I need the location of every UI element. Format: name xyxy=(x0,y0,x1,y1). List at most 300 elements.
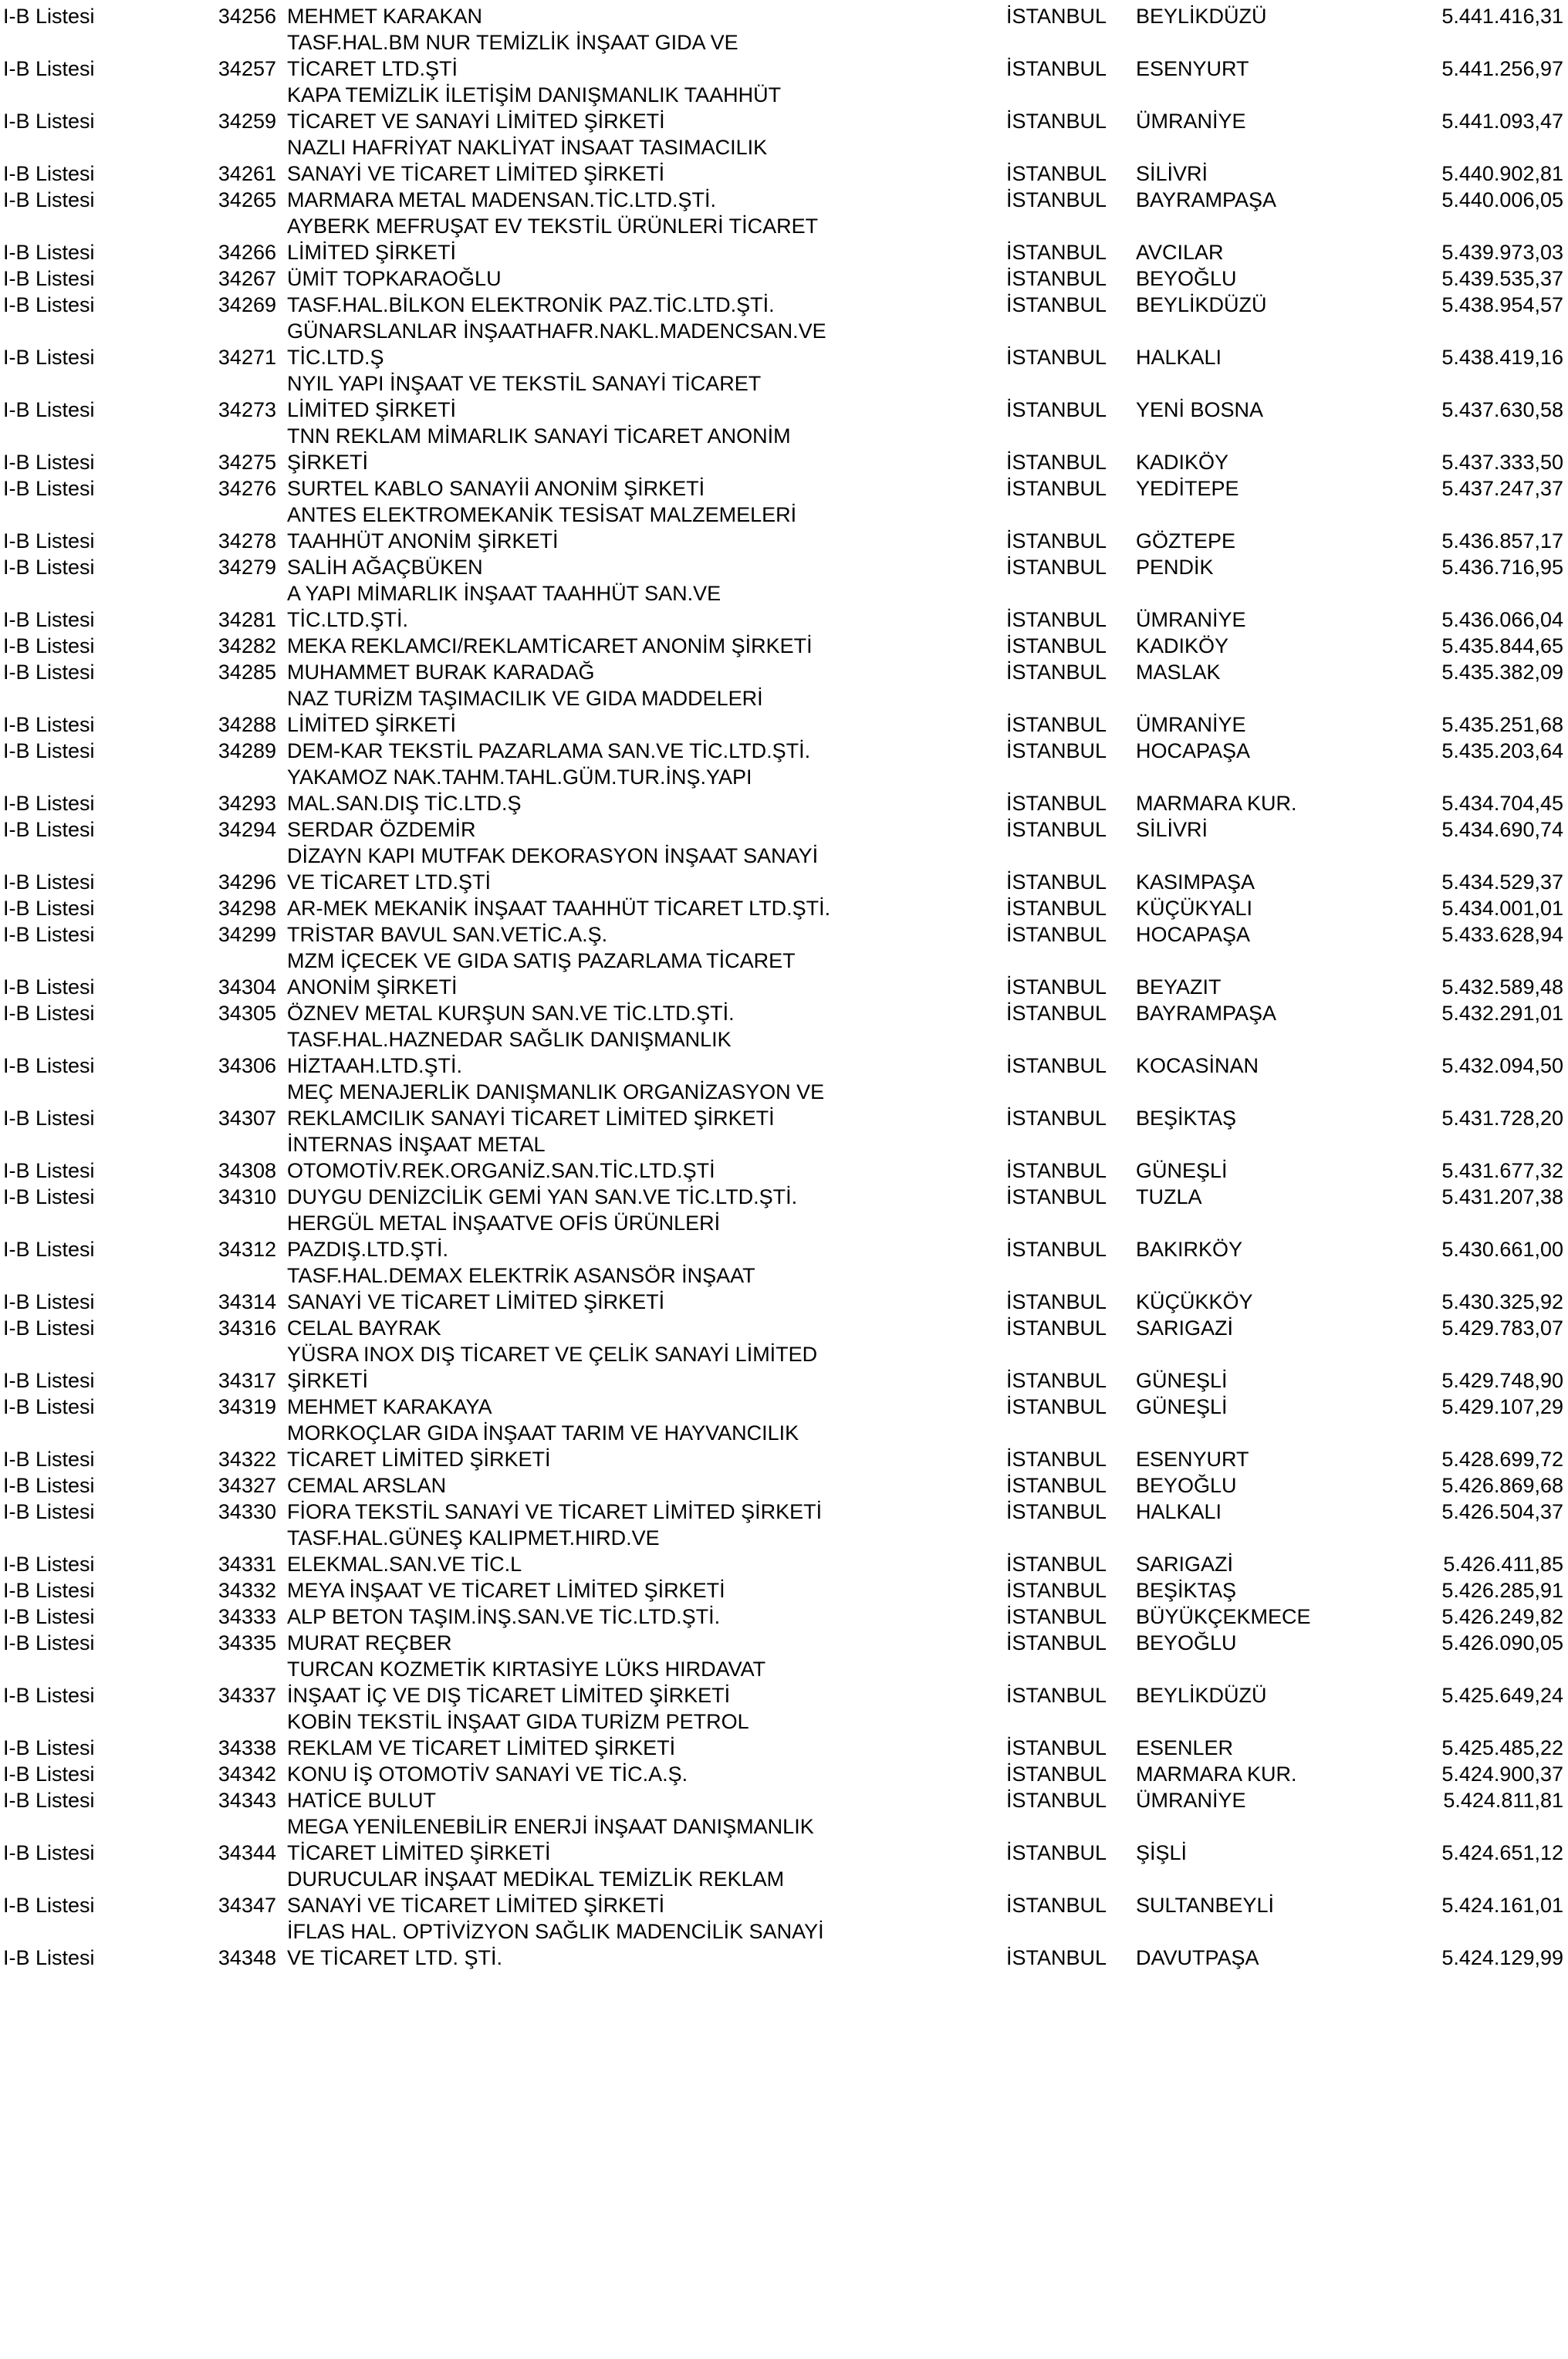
city-cell: İSTANBUL xyxy=(1006,556,1107,579)
city-cell: İSTANBUL xyxy=(1006,1002,1107,1025)
amount-cell: 5.424.651,12 xyxy=(1441,1841,1563,1864)
list-type-cell: I-B Listesi xyxy=(3,529,95,553)
sequence-no-cell: 34308 xyxy=(218,1159,276,1182)
table-row xyxy=(0,1026,1568,1079)
tax-office-cell: BEYLİKDÜZÜ xyxy=(1136,1684,1267,1707)
taxpayer-name-cell xyxy=(276,1787,1006,1813)
taxpayer-name-line: DUYGU DENİZCİLİK GEMİ YAN SAN.VE TİC.LTD.ŞTİ. xyxy=(287,1185,798,1208)
amount-cell: 5.432.589,48 xyxy=(1441,975,1563,999)
tax-office-cell: BAYRAMPAŞA xyxy=(1136,188,1277,211)
tax-office-cell: SİLİVRİ xyxy=(1136,162,1208,185)
city-cell: İSTANBUL xyxy=(1006,1185,1107,1208)
list-type-cell: I-B Listesi xyxy=(3,739,95,762)
sequence-no-cell: 34312 xyxy=(218,1238,276,1261)
tax-office-cell: MARMARA KUR. xyxy=(1136,792,1297,815)
tax-office-cell: HOCAPAŞA xyxy=(1136,923,1251,946)
taxpayer-name-cell xyxy=(276,633,1006,659)
taxpayer-name-line: MZM İÇECEK VE GIDA SATIŞ PAZARLAMA TİCARET xyxy=(287,949,796,972)
sequence-no-cell: 34333 xyxy=(218,1605,276,1628)
taxpayer-name-line: NAZ TURİZM TAŞIMACILIK VE GIDA MADDELERİ xyxy=(287,687,763,710)
city-cell: İSTANBUL xyxy=(1006,293,1107,316)
list-type-cell: I-B Listesi xyxy=(3,1238,95,1261)
taxpayer-name-line: SERDAR ÖZDEMİR xyxy=(287,818,476,841)
city-cell: İSTANBUL xyxy=(1006,1579,1107,1602)
taxpayer-name-cell xyxy=(276,1026,1006,1079)
taxpayer-name-line: KOBİN TEKSTİL İNŞAAT GIDA TURİZM PETROL xyxy=(287,1710,749,1733)
taxpayer-name-cell xyxy=(276,1262,1006,1315)
list-type-cell: I-B Listesi xyxy=(3,1736,95,1759)
taxpayer-name-line: TASF.HAL.HAZNEDAR SAĞLIK DANIŞMANLIK xyxy=(287,1028,732,1051)
list-type-cell: I-B Listesi xyxy=(3,1185,95,1208)
taxpayer-name-cell xyxy=(276,1341,1006,1394)
table-row xyxy=(0,1630,1568,1656)
taxpayer-name-line: TİCARET VE SANAYİ LİMİTED ŞİRKETİ xyxy=(287,110,665,133)
taxpayer-name-line: TASF.HAL.BM NUR TEMİZLİK İNŞAAT GIDA VE xyxy=(287,31,738,54)
tax-office-cell: BEYLİKDÜZÜ xyxy=(1136,293,1267,316)
tax-office-cell: SARIGAZİ xyxy=(1136,1553,1234,1576)
city-cell: İSTANBUL xyxy=(1006,1159,1107,1182)
taxpayer-name-cell xyxy=(276,1630,1006,1656)
taxpayer-name-line: LİMİTED ŞİRKETİ xyxy=(287,713,457,736)
tax-office-cell: PENDİK xyxy=(1136,556,1214,579)
table-row xyxy=(0,370,1568,423)
tax-office-cell: BEŞİKTAŞ xyxy=(1136,1107,1237,1130)
amount-cell: 5.426.249,82 xyxy=(1441,1605,1563,1628)
list-type-cell: I-B Listesi xyxy=(3,1789,95,1812)
tax-office-cell: YENİ BOSNA xyxy=(1136,398,1264,421)
tax-office-cell: YEDİTEPE xyxy=(1136,477,1239,500)
list-type-cell: I-B Listesi xyxy=(3,975,95,999)
taxpayer-name-cell xyxy=(276,816,1006,843)
tax-office-cell: BEŞİKTAŞ xyxy=(1136,1579,1237,1602)
taxpayer-name-line: MORKOÇLAR GIDA İNŞAAT TARIM VE HAYVANCILIK xyxy=(287,1421,799,1445)
table-row xyxy=(0,921,1568,948)
amount-cell: 5.435.844,65 xyxy=(1441,634,1563,657)
tax-office-cell: ŞİŞLİ xyxy=(1136,1841,1188,1864)
city-cell: İSTANBUL xyxy=(1006,1107,1107,1130)
taxpayer-name-line: TİCARET LTD.ŞTİ xyxy=(287,57,458,80)
list-type-cell: I-B Listesi xyxy=(3,241,95,264)
list-type-cell: I-B Listesi xyxy=(3,162,95,185)
amount-cell: 5.430.661,00 xyxy=(1441,1238,1563,1261)
taxpayer-name-line: REKLAMCILIK SANAYİ TİCARET LİMİTED ŞİRKETİ xyxy=(287,1107,775,1130)
sequence-no-cell: 34293 xyxy=(218,792,276,815)
table-row xyxy=(0,816,1568,843)
tax-office-cell: ESENYURT xyxy=(1136,57,1249,80)
city-cell: İSTANBUL xyxy=(1006,267,1107,290)
taxpayer-name-line: TASF.HAL.BİLKON ELEKTRONİK PAZ.TİC.LTD.ŞTİ. xyxy=(287,293,775,316)
taxpayer-name-line: TURCAN KOZMETİK KIRTASİYE LÜKS HIRDAVAT xyxy=(287,1658,766,1681)
table-row xyxy=(0,1499,1568,1525)
taxpayer-name-line: YÜSRA INOX DIŞ TİCARET VE ÇELİK SANAYİ LİMİTED xyxy=(287,1343,818,1366)
tax-office-cell: BÜYÜKÇEKMECE xyxy=(1136,1605,1311,1628)
tax-office-cell: ESENLER xyxy=(1136,1736,1234,1759)
taxpayer-name-line: ALP BETON TAŞIM.İNŞ.SAN.VE TİC.LTD.ŞTİ. xyxy=(287,1605,721,1628)
taxpayer-name-cell xyxy=(276,921,1006,948)
sequence-no-cell: 34266 xyxy=(218,241,276,264)
tax-office-cell: KOCASİNAN xyxy=(1136,1054,1259,1077)
sequence-no-cell: 34316 xyxy=(218,1316,276,1340)
taxpayer-name-line: VE TİCARET LTD. ŞTİ. xyxy=(287,1946,503,1969)
sequence-no-cell: 34338 xyxy=(218,1736,276,1759)
city-cell: İSTANBUL xyxy=(1006,1316,1107,1340)
sequence-no-cell: 34275 xyxy=(218,451,276,474)
tax-office-cell: HALKALI xyxy=(1136,1500,1222,1523)
city-cell: İSTANBUL xyxy=(1006,870,1107,894)
tax-office-cell: BAYRAMPAŞA xyxy=(1136,1002,1277,1025)
list-type-cell: I-B Listesi xyxy=(3,1369,95,1392)
city-cell: İSTANBUL xyxy=(1006,5,1107,28)
sequence-no-cell: 34305 xyxy=(218,1002,276,1025)
sequence-no-cell: 34276 xyxy=(218,477,276,500)
tax-office-cell: SARIGAZİ xyxy=(1136,1316,1234,1340)
table-row xyxy=(0,502,1568,554)
amount-cell: 5.437.333,50 xyxy=(1441,451,1563,474)
taxpayer-name-line: SANAYİ VE TİCARET LİMİTED ŞİRKETİ xyxy=(287,1290,665,1313)
table-row xyxy=(0,1131,1568,1184)
taxpayer-name-cell xyxy=(276,265,1006,292)
city-cell: İSTANBUL xyxy=(1006,1894,1107,1917)
table-row xyxy=(0,1761,1568,1787)
taxpayer-name-line: PAZDIŞ.LTD.ŞTİ. xyxy=(287,1238,449,1261)
taxpayer-name-line: MEKA REKLAMCI/REKLAMTİCARET ANONİM ŞİRKETİ xyxy=(287,634,813,657)
amount-cell: 5.431.677,32 xyxy=(1441,1159,1563,1182)
table-row xyxy=(0,1577,1568,1604)
amount-cell: 5.439.535,37 xyxy=(1441,267,1563,290)
table-row xyxy=(0,948,1568,1000)
taxpayer-name-cell xyxy=(276,475,1006,502)
amount-cell: 5.430.325,92 xyxy=(1441,1290,1563,1313)
tax-office-cell: GÜNEŞLİ xyxy=(1136,1159,1228,1182)
city-cell: İSTANBUL xyxy=(1006,608,1107,631)
list-type-cell: I-B Listesi xyxy=(3,1002,95,1025)
table-row xyxy=(0,554,1568,580)
list-type-cell: I-B Listesi xyxy=(3,1395,95,1418)
tax-office-cell: BEYOĞLU xyxy=(1136,1631,1237,1654)
list-type-cell: I-B Listesi xyxy=(3,1762,95,1786)
city-cell: İSTANBUL xyxy=(1006,57,1107,80)
city-cell: İSTANBUL xyxy=(1006,1448,1107,1471)
sequence-no-cell: 34289 xyxy=(218,739,276,762)
amount-cell: 5.429.783,07 xyxy=(1441,1316,1563,1340)
taxpayer-name-line: ÜMİT TOPKARAOĞLU xyxy=(287,267,502,290)
tax-office-cell: HALKALI xyxy=(1136,346,1222,369)
list-type-cell: I-B Listesi xyxy=(3,1684,95,1707)
taxpayer-name-cell xyxy=(276,1394,1006,1420)
taxpayer-name-cell xyxy=(276,1000,1006,1026)
amount-cell: 5.441.416,31 xyxy=(1441,5,1563,28)
taxpayer-name-line: TİCARET LİMİTED ŞİRKETİ xyxy=(287,1448,551,1471)
amount-cell: 5.440.902,81 xyxy=(1441,162,1563,185)
taxpayer-name-line: MARMARA METAL MADENSAN.TİC.LTD.ŞTİ. xyxy=(287,188,717,211)
table-row xyxy=(0,843,1568,895)
city-cell: İSTANBUL xyxy=(1006,1369,1107,1392)
amount-cell: 5.432.094,50 xyxy=(1441,1054,1563,1077)
amount-cell: 5.436.716,95 xyxy=(1441,556,1563,579)
taxpayer-name-line: ANONİM ŞİRKETİ xyxy=(287,975,458,999)
city-cell: İSTANBUL xyxy=(1006,1474,1107,1497)
taxpayer-name-line: SANAYİ VE TİCARET LİMİTED ŞİRKETİ xyxy=(287,162,665,185)
city-cell: İSTANBUL xyxy=(1006,1946,1107,1969)
amount-cell: 5.434.001,01 xyxy=(1441,897,1563,920)
sequence-no-cell: 34327 xyxy=(218,1474,276,1497)
taxpayer-name-line: HATİCE BULUT xyxy=(287,1789,437,1812)
sequence-no-cell: 34304 xyxy=(218,975,276,999)
sequence-no-cell: 34294 xyxy=(218,818,276,841)
sequence-no-cell: 34337 xyxy=(218,1684,276,1707)
sequence-no-cell: 34306 xyxy=(218,1054,276,1077)
amount-cell: 5.424.161,01 xyxy=(1441,1894,1563,1917)
taxpayer-name-cell xyxy=(276,82,1006,134)
taxpayer-name-cell xyxy=(276,895,1006,921)
tax-office-cell: ÜMRANİYE xyxy=(1136,1789,1246,1812)
sequence-no-cell: 34330 xyxy=(218,1500,276,1523)
table-row xyxy=(0,82,1568,134)
city-cell: İSTANBUL xyxy=(1006,1605,1107,1628)
taxpayer-name-cell xyxy=(276,843,1006,895)
list-type-cell: I-B Listesi xyxy=(3,477,95,500)
table-row xyxy=(0,738,1568,764)
taxpayer-name-line: NYIL YAPI İNŞAAT VE TEKSTİL SANAYİ TİCARET xyxy=(287,372,762,395)
amount-cell: 5.440.006,05 xyxy=(1441,188,1563,211)
taxpayer-name-line: İNTERNAS İNŞAAT METAL xyxy=(287,1133,546,1156)
taxpayer-name-line: İFLAS HAL. OPTİVİZYON SAĞLIK MADENCİLİK SANAYİ xyxy=(287,1920,824,1943)
amount-cell: 5.431.207,38 xyxy=(1441,1185,1563,1208)
tax-office-cell: SULTANBEYLİ xyxy=(1136,1894,1275,1917)
taxpayer-name-cell xyxy=(276,1315,1006,1341)
city-cell: İSTANBUL xyxy=(1006,529,1107,553)
list-type-cell: I-B Listesi xyxy=(3,923,95,946)
amount-cell: 5.426.869,68 xyxy=(1441,1474,1563,1497)
city-cell: İSTANBUL xyxy=(1006,818,1107,841)
table-row xyxy=(0,1000,1568,1026)
sequence-no-cell: 34332 xyxy=(218,1579,276,1602)
list-type-cell: I-B Listesi xyxy=(3,818,95,841)
taxpayer-name-cell xyxy=(276,659,1006,685)
taxpayer-name-line: MURAT REÇBER xyxy=(287,1631,452,1654)
city-cell: İSTANBUL xyxy=(1006,713,1107,736)
tax-office-cell: KADIKÖY xyxy=(1136,451,1229,474)
taxpayer-name-line: TİC.LTD.ŞTİ. xyxy=(287,608,409,631)
city-cell: İSTANBUL xyxy=(1006,1500,1107,1523)
city-cell: İSTANBUL xyxy=(1006,975,1107,999)
tax-office-cell: ESENYURT xyxy=(1136,1448,1249,1471)
amount-cell: 5.438.419,16 xyxy=(1441,346,1563,369)
taxpayer-name-cell xyxy=(276,292,1006,318)
taxpayer-name-cell xyxy=(276,1079,1006,1131)
table-row xyxy=(0,423,1568,475)
list-type-cell: I-B Listesi xyxy=(3,661,95,684)
taxpayer-name-line: FİORA TEKSTİL SANAYİ VE TİCARET LİMİTED ŞİRKETİ xyxy=(287,1500,823,1523)
table-row xyxy=(0,1472,1568,1499)
list-type-cell: I-B Listesi xyxy=(3,713,95,736)
sequence-no-cell: 34259 xyxy=(218,110,276,133)
taxpayer-name-line: MUHAMMET BURAK KARADAĞ xyxy=(287,661,595,684)
city-cell: İSTANBUL xyxy=(1006,1395,1107,1418)
taxpayer-name-cell xyxy=(276,764,1006,816)
taxpayer-name-line: TRİSTAR BAVUL SAN.VETİC.A.Ş. xyxy=(287,923,608,946)
taxpayer-name-cell xyxy=(276,1472,1006,1499)
list-type-cell: I-B Listesi xyxy=(3,1553,95,1576)
table-row xyxy=(0,1262,1568,1315)
sequence-no-cell: 34271 xyxy=(218,346,276,369)
taxpayer-name-cell xyxy=(276,1499,1006,1525)
amount-cell: 5.425.485,22 xyxy=(1441,1736,1563,1759)
amount-cell: 5.426.285,91 xyxy=(1441,1579,1563,1602)
amount-cell: 5.441.093,47 xyxy=(1441,110,1563,133)
table-row xyxy=(0,1604,1568,1630)
table-row xyxy=(0,1813,1568,1866)
taxpayer-name-line: HİZTAAH.LTD.ŞTİ. xyxy=(287,1054,463,1077)
table-row xyxy=(0,685,1568,738)
city-cell: İSTANBUL xyxy=(1006,110,1107,133)
table-row xyxy=(0,633,1568,659)
amount-cell: 5.426.504,37 xyxy=(1441,1500,1563,1523)
taxpayer-name-cell xyxy=(276,29,1006,82)
amount-cell: 5.433.628,94 xyxy=(1441,923,1563,946)
city-cell: İSTANBUL xyxy=(1006,1736,1107,1759)
tax-office-cell: MASLAK xyxy=(1136,661,1221,684)
amount-cell: 5.436.066,04 xyxy=(1441,608,1563,631)
list-type-cell: I-B Listesi xyxy=(3,110,95,133)
table-row xyxy=(0,1866,1568,1918)
taxpayer-name-line: SANAYİ VE TİCARET LİMİTED ŞİRKETİ xyxy=(287,1894,665,1917)
amount-cell: 5.424.811,81 xyxy=(1443,1789,1563,1812)
list-type-cell: I-B Listesi xyxy=(3,267,95,290)
table-row xyxy=(0,1656,1568,1708)
city-cell: İSTANBUL xyxy=(1006,241,1107,264)
taxpayer-name-cell xyxy=(276,554,1006,580)
city-cell: İSTANBUL xyxy=(1006,1631,1107,1654)
tax-office-cell: AVCILAR xyxy=(1136,241,1224,264)
city-cell: İSTANBUL xyxy=(1006,398,1107,421)
city-cell: İSTANBUL xyxy=(1006,162,1107,185)
city-cell: İSTANBUL xyxy=(1006,923,1107,946)
amount-cell: 5.437.630,58 xyxy=(1441,398,1563,421)
city-cell: İSTANBUL xyxy=(1006,346,1107,369)
amount-cell: 5.432.291,01 xyxy=(1441,1002,1563,1025)
table-row xyxy=(0,580,1568,633)
city-cell: İSTANBUL xyxy=(1006,1789,1107,1812)
amount-cell: 5.426.411,85 xyxy=(1443,1553,1563,1576)
list-type-cell: I-B Listesi xyxy=(3,346,95,369)
city-cell: İSTANBUL xyxy=(1006,451,1107,474)
list-type-cell: I-B Listesi xyxy=(3,1316,95,1340)
taxpayer-name-line: TASF.HAL.GÜNEŞ KALIPMET.HIRD.VE xyxy=(287,1526,660,1550)
city-cell: İSTANBUL xyxy=(1006,188,1107,211)
city-cell: İSTANBUL xyxy=(1006,1684,1107,1707)
sequence-no-cell: 34331 xyxy=(218,1553,276,1576)
city-cell: İSTANBUL xyxy=(1006,1054,1107,1077)
taxpayer-name-cell xyxy=(276,1577,1006,1604)
sequence-no-cell: 34288 xyxy=(218,713,276,736)
sequence-no-cell: 34299 xyxy=(218,923,276,946)
taxpayer-name-cell xyxy=(276,1184,1006,1210)
sequence-no-cell: 34256 xyxy=(218,5,276,28)
tax-office-cell: TUZLA xyxy=(1136,1185,1202,1208)
taxpayer-name-line: OTOMOTİV.REK.ORGANİZ.SAN.TİC.LTD.ŞTİ xyxy=(287,1159,715,1182)
taxpayer-name-line: LİMİTED ŞİRKETİ xyxy=(287,398,457,421)
sequence-no-cell: 34278 xyxy=(218,529,276,553)
table-row xyxy=(0,265,1568,292)
taxpayer-name-cell xyxy=(276,1918,1006,1971)
taxpayer-name-line: TİC.LTD.Ş xyxy=(287,346,384,369)
taxpayer-name-line: TASF.HAL.DEMAX ELEKTRİK ASANSÖR İNŞAAT xyxy=(287,1264,755,1287)
sequence-no-cell: 34319 xyxy=(218,1395,276,1418)
list-type-cell: I-B Listesi xyxy=(3,608,95,631)
tax-office-cell: ÜMRANİYE xyxy=(1136,608,1246,631)
list-type-cell: I-B Listesi xyxy=(3,1500,95,1523)
amount-cell: 5.434.529,37 xyxy=(1441,870,1563,894)
sequence-no-cell: 34310 xyxy=(218,1185,276,1208)
taxpayer-name-cell xyxy=(276,1210,1006,1262)
table-row xyxy=(0,292,1568,318)
city-cell: İSTANBUL xyxy=(1006,634,1107,657)
sequence-no-cell: 34348 xyxy=(218,1946,276,1969)
tax-office-cell: BEYOĞLU xyxy=(1136,1474,1237,1497)
city-cell: İSTANBUL xyxy=(1006,477,1107,500)
taxpayer-name-cell xyxy=(276,187,1006,213)
table-row xyxy=(0,1184,1568,1210)
tax-office-cell: BEYAZIT xyxy=(1136,975,1222,999)
table-row xyxy=(0,764,1568,816)
amount-cell: 5.429.748,90 xyxy=(1441,1369,1563,1392)
amount-cell: 5.436.857,17 xyxy=(1441,529,1563,553)
taxpayer-name-cell xyxy=(276,948,1006,1000)
list-type-cell: I-B Listesi xyxy=(3,897,95,920)
sequence-no-cell: 34265 xyxy=(218,188,276,211)
taxpayer-name-line: TİCARET LİMİTED ŞİRKETİ xyxy=(287,1841,551,1864)
list-type-cell: I-B Listesi xyxy=(3,1631,95,1654)
tax-office-cell: DAVUTPAŞA xyxy=(1136,1946,1259,1969)
taxpayer-name-line: A YAPI MİMARLIK İNŞAAT TAAHHÜT SAN.VE xyxy=(287,582,721,605)
tax-office-cell: KÜÇÜKKÖY xyxy=(1136,1290,1253,1313)
table-row xyxy=(0,1708,1568,1761)
table-row xyxy=(0,1918,1568,1971)
tax-office-cell: ÜMRANİYE xyxy=(1136,713,1246,736)
taxpayer-name-line: İNŞAAT İÇ VE DIŞ TİCARET LİMİTED ŞİRKETİ xyxy=(287,1684,731,1707)
sequence-no-cell: 34285 xyxy=(218,661,276,684)
taxpayer-name-cell xyxy=(276,1813,1006,1866)
list-type-cell: I-B Listesi xyxy=(3,1107,95,1130)
sequence-no-cell: 34282 xyxy=(218,634,276,657)
taxpayer-name-cell xyxy=(276,318,1006,370)
taxpayer-name-cell xyxy=(276,1604,1006,1630)
table-row xyxy=(0,187,1568,213)
list-type-cell: I-B Listesi xyxy=(3,57,95,80)
city-cell: İSTANBUL xyxy=(1006,897,1107,920)
sequence-no-cell: 34296 xyxy=(218,870,276,894)
list-type-cell: I-B Listesi xyxy=(3,293,95,316)
taxpayer-name-line: AR-MEK MEKANİK İNŞAAT TAAHHÜT TİCARET LTD.ŞTİ. xyxy=(287,897,831,920)
list-type-cell: I-B Listesi xyxy=(3,870,95,894)
table-row xyxy=(0,475,1568,502)
sequence-no-cell: 34298 xyxy=(218,897,276,920)
sequence-no-cell: 34267 xyxy=(218,267,276,290)
taxpayer-name-line: ANTES ELEKTROMEKANİK TESİSAT MALZEMELERİ xyxy=(287,503,797,526)
taxpayer-name-cell xyxy=(276,370,1006,423)
amount-cell: 5.431.728,20 xyxy=(1441,1107,1563,1130)
city-cell: İSTANBUL xyxy=(1006,792,1107,815)
city-cell: İSTANBUL xyxy=(1006,1290,1107,1313)
taxpayer-name-line: MEHMET KARAKAN xyxy=(287,5,483,28)
taxpayer-name-line: MEÇ MENAJERLİK DANIŞMANLIK ORGANİZASYON VE xyxy=(287,1080,825,1103)
table-row xyxy=(0,213,1568,265)
taxpayer-name-line: NAZLI HAFRİYAT NAKLİYAT İNSAAT TASIMACILIK xyxy=(287,136,768,159)
taxpayer-name-line: DİZAYN KAPI MUTFAK DEKORASYON İNŞAAT SANAYİ xyxy=(287,844,819,867)
taxpayer-name-line: DURUCULAR İNŞAAT MEDİKAL TEMİZLİK REKLAM xyxy=(287,1867,785,1891)
list-type-cell: I-B Listesi xyxy=(3,398,95,421)
